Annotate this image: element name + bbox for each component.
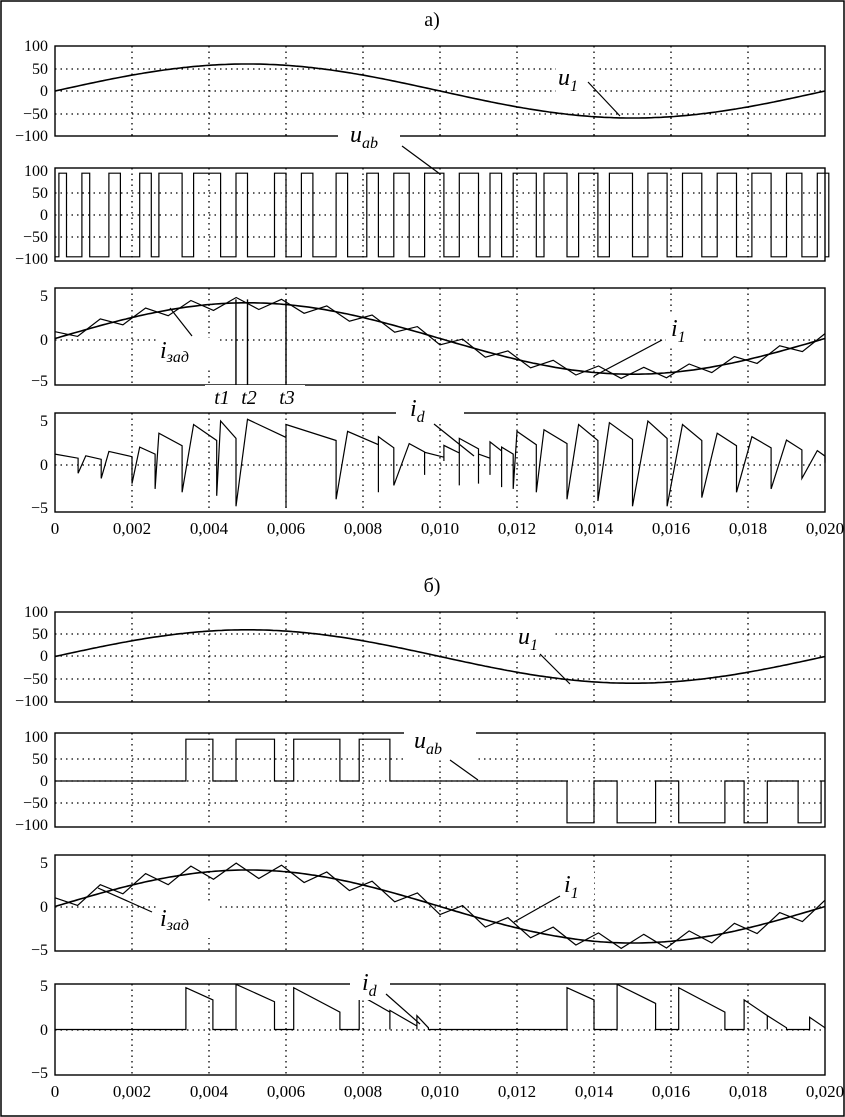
label-izad-a [156, 338, 216, 368]
label-id-b [350, 966, 390, 1000]
y-tick-label: −5 [30, 373, 48, 390]
svg-text:id: $i_d$ [362, 970, 377, 1000]
y-tick-label: 100 [24, 38, 48, 55]
svg-text:u1: $u_1$ [558, 65, 578, 95]
y-tick-label: 5 [40, 978, 48, 995]
y-tick-label: 0 [40, 83, 48, 100]
y-tick-label: 100 [24, 163, 48, 180]
y-tick-label: −5 [30, 1065, 48, 1082]
x-tick-label: 0,002 [112, 519, 152, 538]
x-tick-label: 0,018 [728, 1082, 768, 1101]
label-id-a [396, 392, 464, 426]
y-tick-label: 5 [40, 413, 48, 430]
panel-b-title: б) [423, 575, 441, 597]
y-tick-label: 5 [40, 855, 48, 872]
y-tick-label: 50 [32, 751, 48, 768]
x-tick-label: 0,016 [651, 519, 691, 538]
x-tick-label: 0,014 [574, 519, 614, 538]
y-tick-label: −5 [30, 942, 48, 959]
y-tick-label: −100 [14, 817, 48, 834]
x-tick-label: 0,006 [266, 519, 306, 538]
y-tick-label: −50 [22, 671, 48, 688]
label-t3: t3 [279, 387, 295, 409]
svg-text:i1: $i_1$ [564, 872, 579, 902]
y-tick-label: 0 [40, 457, 48, 474]
svg-text:iзад: iзад [160, 338, 190, 366]
svg-text:u1: $u_1$ [518, 624, 538, 654]
y-tick-label: 0 [40, 773, 48, 790]
y-tick-label: 0 [40, 648, 48, 665]
x-tick-label: 0,004 [189, 1082, 229, 1101]
y-tick-label: −5 [30, 500, 48, 517]
x-tick-label: 0,008 [343, 1082, 383, 1101]
label-i1-b [560, 868, 594, 902]
panel-a-title: а) [424, 9, 440, 31]
x-tick-label: 0,012 [497, 519, 537, 538]
y-tick-label: 0 [40, 899, 48, 916]
svg-text:uab: $u_{ab}$ [350, 122, 378, 152]
label-i1-a [666, 314, 700, 346]
x-tick-label: 0,006 [266, 1082, 306, 1101]
y-tick-label: −50 [22, 106, 48, 123]
label-u1-b [516, 622, 552, 654]
y-tick-label: 50 [32, 626, 48, 643]
label-uab-b [404, 726, 476, 760]
x-tick-label: 0 [50, 519, 60, 538]
y-tick-label: 5 [40, 288, 48, 305]
y-tick-label: 50 [32, 185, 48, 202]
y-tick-label: −100 [14, 128, 48, 145]
y-tick-label: 0 [40, 1022, 48, 1039]
y-tick-label: 100 [24, 729, 48, 746]
label-t2: t2 [241, 387, 257, 409]
label-izad-b [156, 904, 218, 938]
x-tick-label: 0,020 [805, 519, 845, 538]
y-tick-label: 100 [24, 604, 48, 621]
x-tick-label: 0,010 [420, 519, 460, 538]
y-tick-label: 0 [40, 332, 48, 349]
x-tick-label: 0,002 [112, 1082, 152, 1101]
svg-text:iзад: iзад [160, 906, 190, 934]
label-t1: t1 [214, 387, 230, 409]
x-tick-label: 0,012 [497, 1082, 537, 1101]
svg-text:uab: $u_{ab}$ [414, 728, 442, 758]
x-tick-label: 0,018 [728, 519, 768, 538]
y-tick-label: 50 [32, 61, 48, 78]
y-tick-label: −50 [22, 229, 48, 246]
y-tick-label: −100 [14, 693, 48, 710]
y-tick-label: 0 [40, 207, 48, 224]
svg-text:i1: $i_1$ [671, 316, 686, 346]
x-tick-label: 0,014 [574, 1082, 614, 1101]
x-tick-label: 0,004 [189, 519, 229, 538]
y-tick-label: −100 [14, 251, 48, 268]
x-tick-label: 0,020 [805, 1082, 845, 1101]
x-tick-label: 0,008 [343, 519, 383, 538]
label-u1-a [556, 61, 590, 95]
x-tick-label: 0,016 [651, 1082, 691, 1101]
label-uab-a [338, 118, 400, 158]
x-tick-label: 0,010 [420, 1082, 460, 1101]
y-tick-label: −50 [22, 795, 48, 812]
x-tick-label: 0 [50, 1082, 60, 1101]
svg-text:id: $i_d$ [410, 396, 425, 426]
